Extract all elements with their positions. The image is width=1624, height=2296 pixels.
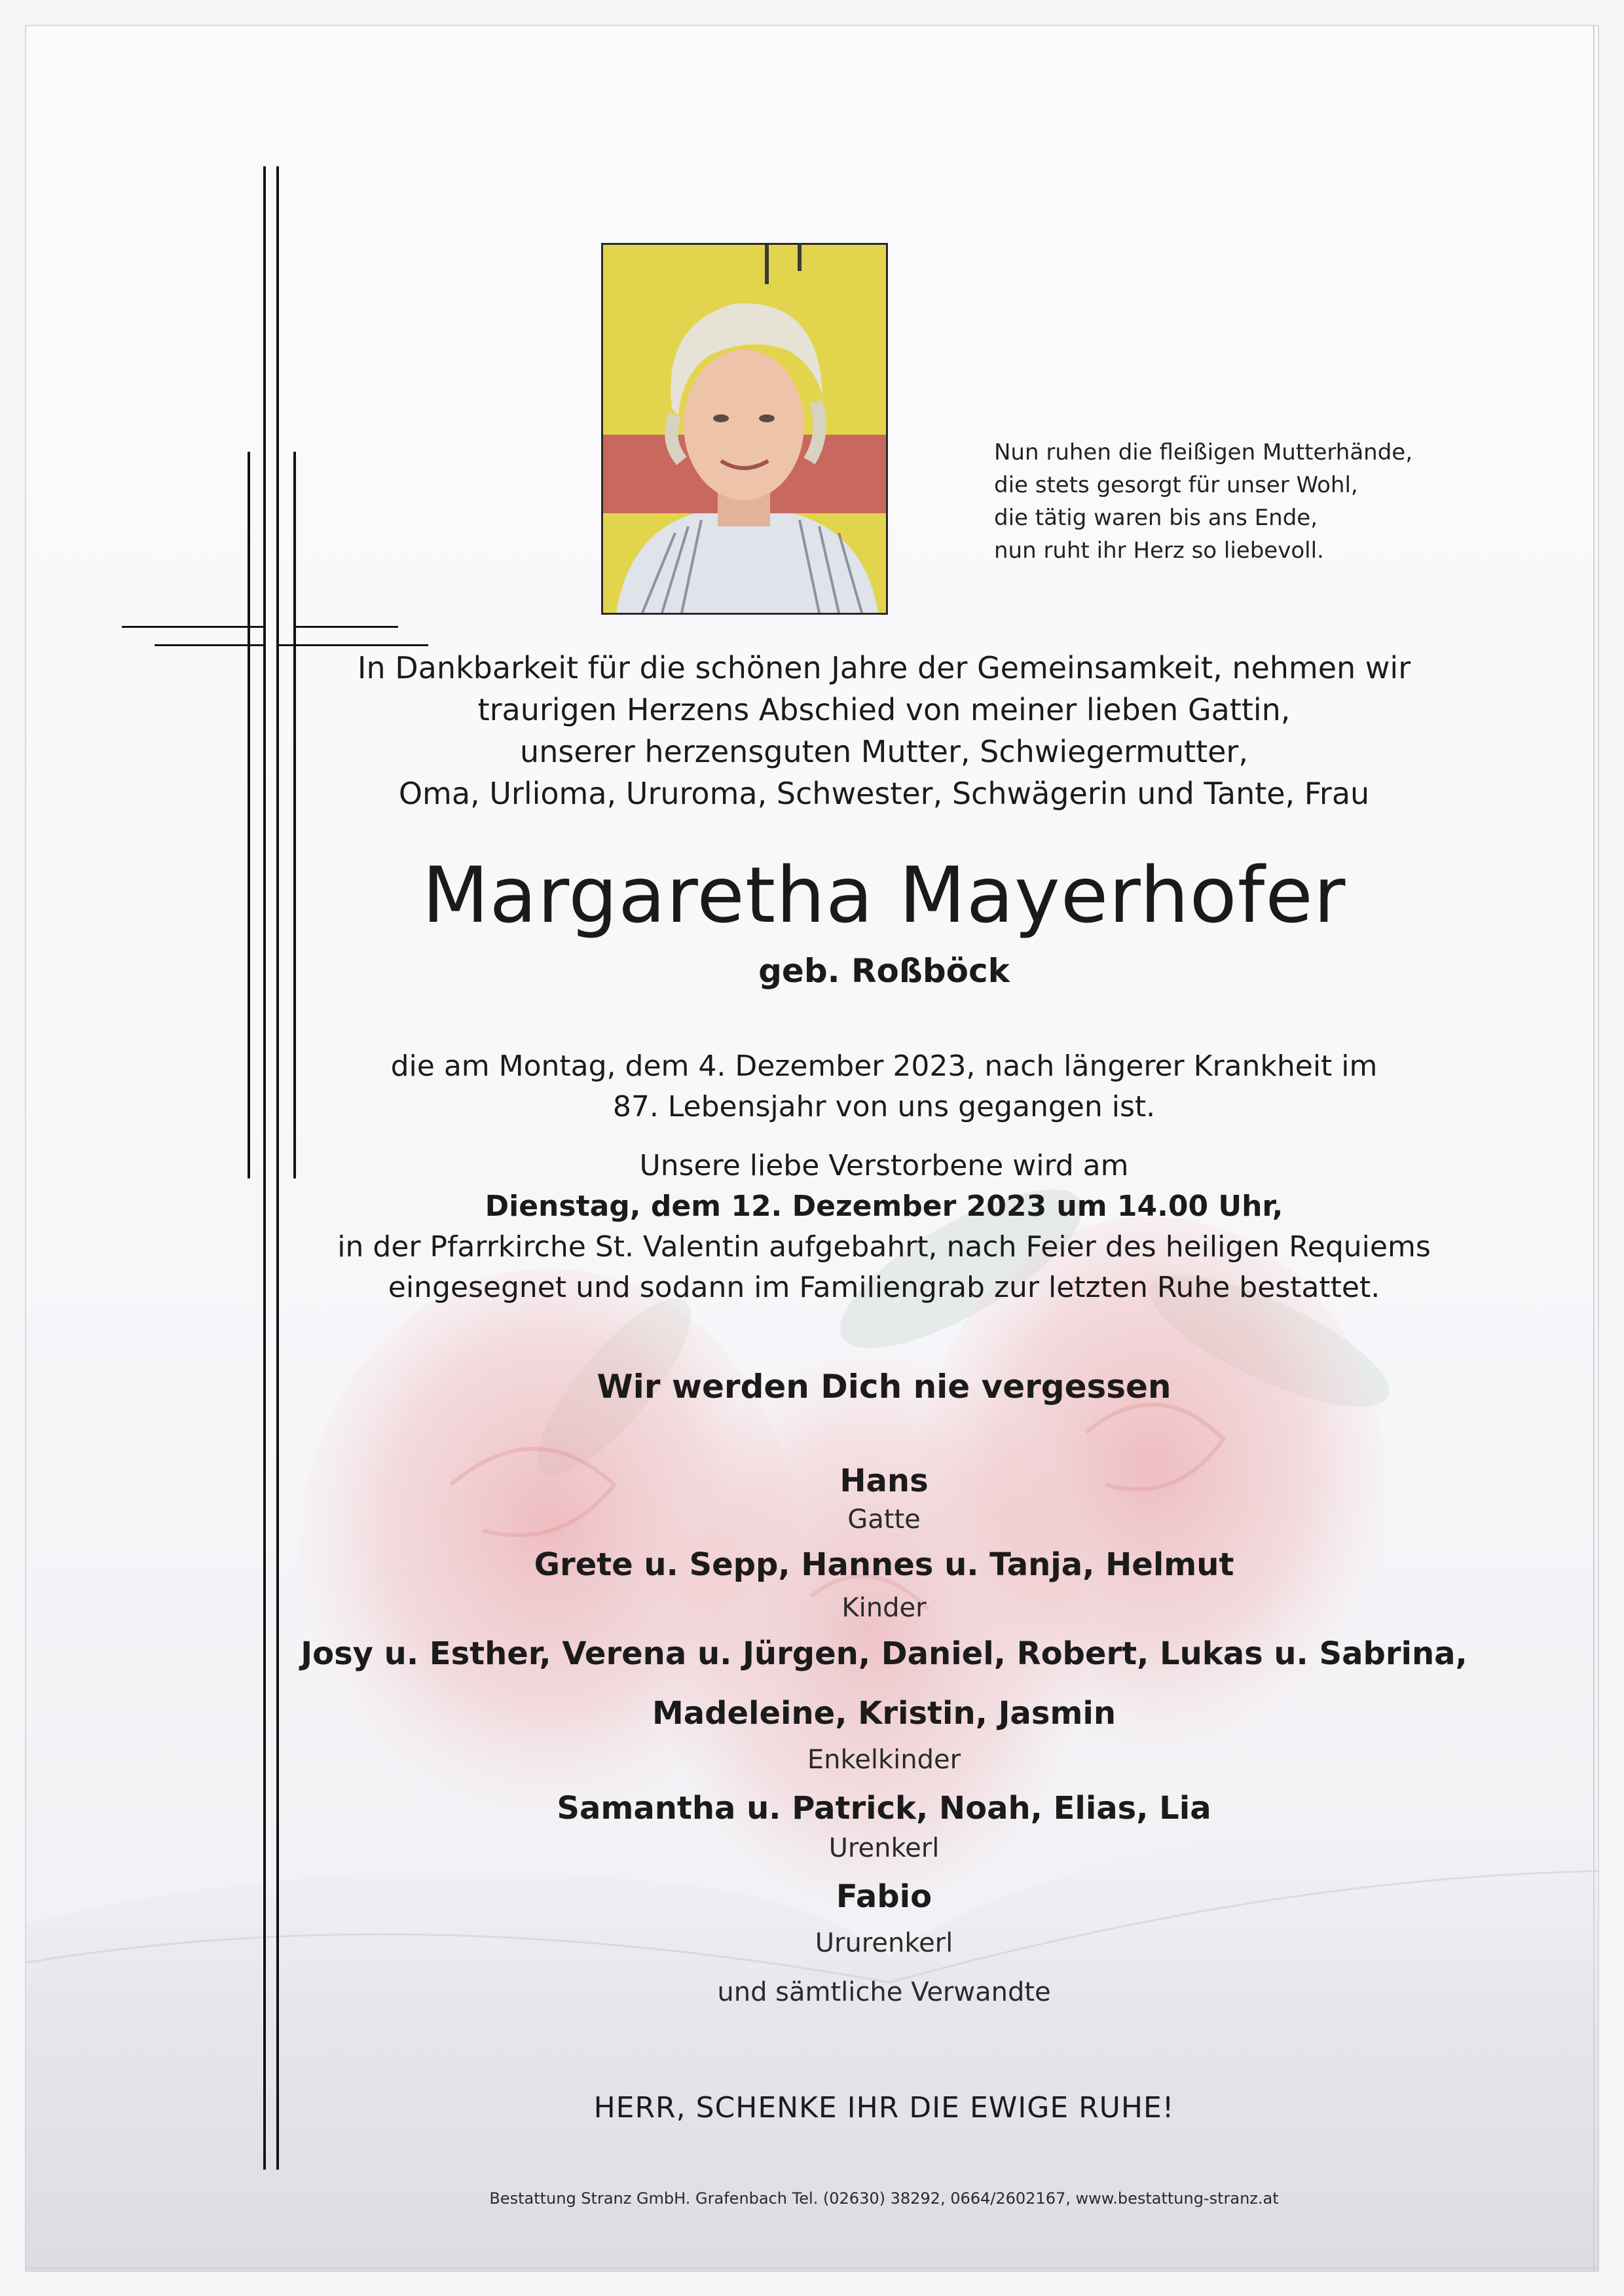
great-grandchildren-role: Urenkerl: [828, 1833, 940, 1863]
birth-name: geb. Roßböck: [758, 952, 1010, 990]
intro-line: traurigen Herzens Abschied von meiner lieben Gattin,: [477, 692, 1291, 727]
intro-line: Oma, Urlioma, Ururoma, Schwester, Schwägerin und Tante, Frau: [398, 776, 1370, 811]
grandchildren-names-cont: Madeleine, Kristin, Jasmin: [652, 1695, 1116, 1732]
children-role: Kinder: [841, 1593, 927, 1623]
closing-prayer: HERR, SCHENKE IHR DIE EWIGE RUHE!: [593, 2091, 1175, 2124]
verse-line: die tätig waren bis ans Ende,: [994, 505, 1318, 531]
intro-line: In Dankbarkeit für die schönen Jahre der Gemeinsamkeit, nehmen wir: [357, 650, 1411, 685]
great-great-grandchildren-role: Ururenkerl: [815, 1928, 953, 1958]
death-notice-line: die am Montag, dem 4. Dezember 2023, nach längerer Krankheit im: [390, 1049, 1378, 1083]
children-names: Grete u. Sepp, Hannes u. Tanja, Helmut: [534, 1546, 1234, 1583]
funeral-detail-line: eingesegnet und sodann im Familiengrab zur letzten Ruhe bestattet.: [388, 1271, 1380, 1304]
funeral-home-footer: Bestattung Stranz GmbH. Grafenbach Tel. (02630) 38292, 0664/2602167, www.bestattung-stranz.at: [489, 2189, 1279, 2208]
intro-line: unserer herzensguten Mutter, Schwiegermutter,: [520, 734, 1248, 769]
obituary-sheet: [25, 25, 1599, 2272]
spouse-role: Gatte: [847, 1504, 921, 1535]
relatives-line: und sämtliche Verwandte: [717, 1977, 1051, 2007]
spouse-names: Hans: [840, 1463, 929, 1499]
great-grandchildren-names: Samantha u. Patrick, Noah, Elias, Lia: [557, 1790, 1211, 1827]
remembrance-line: Wir werden Dich nie vergessen: [597, 1368, 1172, 1406]
verse-line: Nun ruhen die fleißigen Mutterhände,: [994, 439, 1413, 465]
funeral-detail-line: in der Pfarrkirche St. Valentin aufgebahrt, nach Feier des heiligen Requiems: [337, 1230, 1431, 1264]
funeral-intro: Unsere liebe Verstorbene wird am: [639, 1149, 1129, 1182]
funeral-details: [97, 1146, 1599, 1308]
deceased-name: Margaretha Mayerhofer: [422, 850, 1346, 940]
funeral-date: Dienstag, dem 12. Dezember 2023 um 14.00 Uhr,: [485, 1190, 1283, 1223]
verse-line: die stets gesorgt für unser Wohl,: [994, 472, 1358, 498]
death-notice: [97, 1046, 1599, 1127]
grandchildren-role: Enkelkinder: [807, 1745, 961, 1775]
portrait-photo: [601, 243, 888, 615]
grandchildren-names: Josy u. Esther, Verena u. Jürgen, Daniel, Robert, Lukas u. Sabrina,: [301, 1635, 1467, 1672]
memorial-verse: [994, 436, 1452, 567]
verse-line: nun ruht ihr Herz so liebevoll.: [994, 538, 1324, 564]
death-notice-line: 87. Lebensjahr von uns gegangen ist.: [612, 1090, 1156, 1123]
intro-paragraph: [97, 647, 1599, 814]
great-great-grandchildren-names: Fabio: [836, 1878, 932, 1915]
